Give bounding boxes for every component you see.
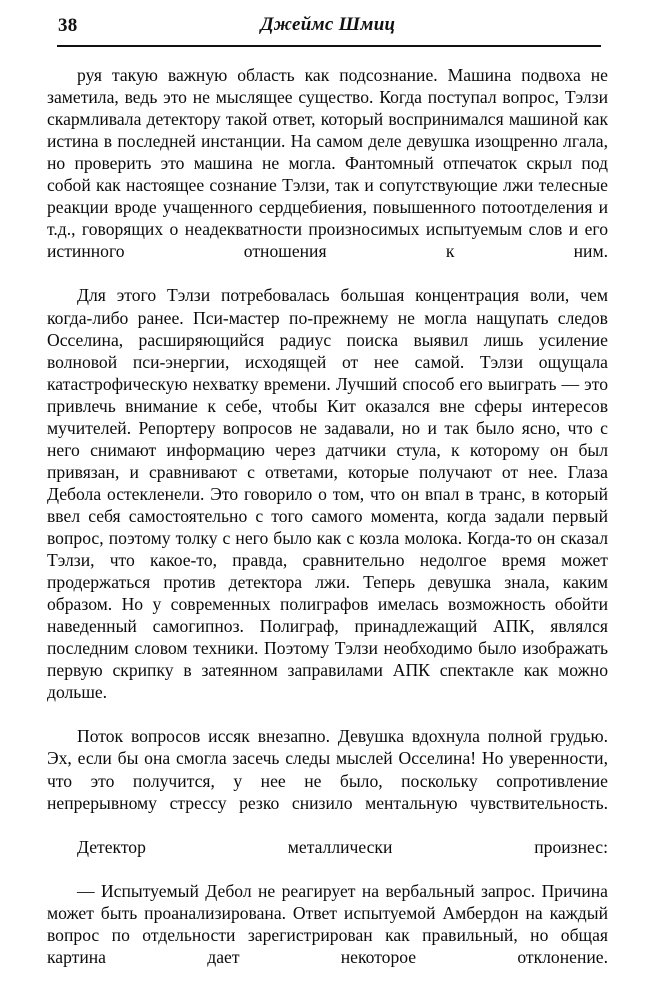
paragraph: Детектор металлически произнес: (77, 836, 608, 857)
page-number: 38 (58, 15, 78, 36)
paragraph: Поток вопросов иссяк внезапно. Девушка вдохнула полной грудью. Эх, если бы она смогла засечь следы мыслей Осселина! Но уверенности, что это получится, у нее не было, поскольку сопротивление непрерывному стрессу резко снизило ментальную чувствительность. (47, 726, 608, 813)
page-header (0, 0, 656, 56)
running-title: Джеймс Шмиц (260, 14, 396, 35)
paragraph: руя такую важную область как подсознание. Машина подвоха не заметила, ведь это не мыслящее существо. Когда поступал вопрос, Тэлзи скармливала детектору такой ответ, который воспринимался машиной как истина в последней инстанции. На самом деле девушка изощренно лгала, но проверить это машина не могла. Фантомный отпечаток скрыл под собой как настоящее сознание Тэлзи, так и сопутствующие лжи телесные реакции вроде учащенного сердцебиения, повышенного потоотделения и т.д., говорящих о неадекватности произносимых испытуемым слов и его истинного отношения к ним. (47, 65, 608, 262)
header-rule (57, 45, 601, 47)
body-text (47, 64, 608, 990)
paragraph-dialogue: — Испытуемый Дебол не реагирует на вербальный запрос. Причина может быть проанализирована. Ответ испытуемой Амбердон на каждый вопрос по отдельности зарегистрирован как правильный, но общая картина дает некоторое отклонение. (47, 880, 608, 967)
paragraph: Для этого Тэлзи потребовалась большая концентрация воли, чем когда-либо ранее. Пси-мастер по-прежнему не могла нащупать следов Осселина, расширяющийся радиус поиска выявил лишь усиление волновой пси-энергии, исходящей от нее самой. Тэлзи ощущала катастрофическую нехватку времени. Лучший способ его выиграть — это привлечь внимание к себе, чтобы Кит оказался вне сферы интересов мучителей. Репортеру вопросов не задавали, но и так было ясно, что с него снимают информацию через датчики стула, к которому он был привязан, и сравнивают с ответами, которые получают от нее. Глаза Дебола остекленели. Это говорило о том, что он впал в транс, в который ввел себя самостоятельно с того самого момента, когда задали первый вопрос, поэтому толку с него было как с козла молока. Когда-то он сказал Тэлзи, что какое-то, правда, сравнительно недолгое время может продержаться против детектора лжи. Теперь девушка знала, каким образом. Но у современных полиграфов имелась возможность обойти наведенный самогипноз. Полиграф, принадлежащий АПК, являлся последним словом техники. Поэтому Тэлзи необходимо было изображать первую скрипку в затеянном заправилами АПК спектакле как можно дольше. (47, 285, 608, 703)
